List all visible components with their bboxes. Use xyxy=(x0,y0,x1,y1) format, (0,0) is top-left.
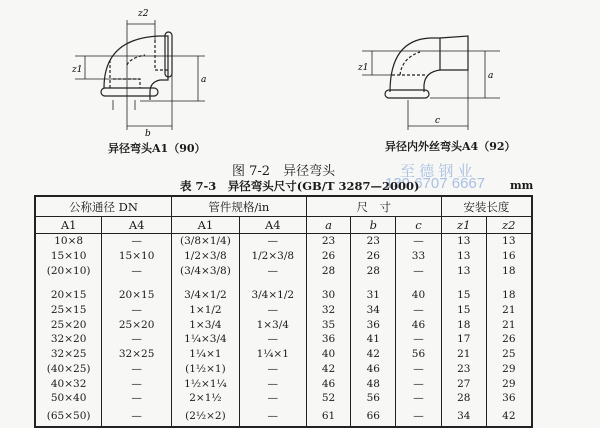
cell-dn-a4: 20×15 xyxy=(102,288,172,303)
spacer-cell xyxy=(239,278,306,288)
spacer-row xyxy=(35,278,532,288)
header-fitting-size: 管件规格/in xyxy=(172,196,307,217)
cell-dn-a4: 32×25 xyxy=(102,347,172,362)
figure-caption-a1: 异径弯头A1（90） xyxy=(108,142,206,155)
cell-in-a1: (3/4×3/8) xyxy=(172,263,240,278)
cell-z1: 13 xyxy=(441,249,486,264)
cell-in-a4: 1×3/4 xyxy=(239,317,306,332)
label-a-right: a xyxy=(488,71,494,81)
cell-a: 26 xyxy=(306,249,351,264)
spacer-cell xyxy=(441,278,486,288)
cell-b: 42 xyxy=(351,347,396,362)
cell-b: 23 xyxy=(351,234,396,249)
table-unit: mm xyxy=(510,179,534,192)
cell-a: 36 xyxy=(306,332,351,347)
cell-b: 48 xyxy=(351,376,396,391)
cell-z1: 23 xyxy=(441,362,486,377)
label-z1-right: z1 xyxy=(358,63,369,73)
table-row xyxy=(35,288,532,303)
cell-b: 66 xyxy=(351,406,396,427)
cell-in-a4: — xyxy=(239,332,306,347)
label-c: c xyxy=(435,116,441,126)
cell-z2: 29 xyxy=(486,376,532,391)
table-row xyxy=(35,249,532,264)
cell-in-a1: 1¼×3/4 xyxy=(172,332,240,347)
cell-z2: 26 xyxy=(486,332,532,347)
cell-in-a4: — xyxy=(239,234,306,249)
table-row xyxy=(35,362,532,377)
subheader-z2: z2 xyxy=(486,217,532,234)
cell-dn-a4: — xyxy=(102,263,172,278)
cell-b: 46 xyxy=(351,362,396,377)
table-row xyxy=(35,263,532,278)
figure-title: 图 7-2 异径弯头 xyxy=(232,164,336,179)
cell-dn-a4: — xyxy=(102,303,172,318)
cell-dn-a4: — xyxy=(102,362,172,377)
cell-c: 56 xyxy=(396,347,442,362)
cell-in-a1: 1¼×1 xyxy=(172,347,240,362)
spacer-cell xyxy=(306,278,351,288)
cell-dn-a1: 25×20 xyxy=(35,317,102,332)
cell-a: 32 xyxy=(306,303,351,318)
table-title: 表 7-3 异径弯头尺寸(GB/T 3287—2000) xyxy=(180,179,420,193)
figure-caption-a4: 异径内外丝弯头A4（92） xyxy=(385,140,516,153)
header-install-length: 安装长度 xyxy=(441,196,532,217)
cell-b: 34 xyxy=(351,303,396,318)
cell-dn-a1: 20×15 xyxy=(35,288,102,303)
cell-z2: 16 xyxy=(486,249,532,264)
cell-dn-a1: (65×50) xyxy=(35,406,102,427)
cell-z1: 28 xyxy=(441,391,486,406)
cell-dn-a4: 15×10 xyxy=(102,249,172,264)
cell-a: 42 xyxy=(306,362,351,377)
cell-c: — xyxy=(396,332,442,347)
cell-z1: 34 xyxy=(441,406,486,427)
subheader-a: a xyxy=(306,217,351,234)
cell-z1: 15 xyxy=(441,303,486,318)
cell-b: 28 xyxy=(351,263,396,278)
cell-z1: 13 xyxy=(441,234,486,249)
cell-a: 61 xyxy=(306,406,351,427)
cell-in-a4: 3/4×1/2 xyxy=(239,288,306,303)
cell-z1: 27 xyxy=(441,376,486,391)
cell-z2: 13 xyxy=(486,234,532,249)
cell-c: — xyxy=(396,376,442,391)
cell-a: 52 xyxy=(306,391,351,406)
cell-b: 36 xyxy=(351,317,396,332)
subheader-in-a4: A4 xyxy=(239,217,306,234)
cell-in-a1: 1½×1¼ xyxy=(172,376,240,391)
cell-in-a1: (3/8×1/4) xyxy=(172,234,240,249)
cell-a: 35 xyxy=(306,317,351,332)
cell-dn-a1: 40×32 xyxy=(35,376,102,391)
spacer-cell xyxy=(35,278,102,288)
table-row xyxy=(35,391,532,406)
header-dimensions: 尺 寸 xyxy=(306,196,441,217)
cell-dn-a1: (20×10) xyxy=(35,263,102,278)
cell-c: 33 xyxy=(396,249,442,264)
cell-c: — xyxy=(396,362,442,377)
cell-z1: 18 xyxy=(441,317,486,332)
elbow-drawings xyxy=(0,0,600,140)
cell-in-a4: — xyxy=(239,303,306,318)
cell-dn-a1: 50×40 xyxy=(35,391,102,406)
cell-in-a1: 2×1½ xyxy=(172,391,240,406)
cell-b: 41 xyxy=(351,332,396,347)
label-b: b xyxy=(145,129,151,139)
cell-c: — xyxy=(396,406,442,427)
cell-z2: 29 xyxy=(486,362,532,377)
subheader-dn-a4: A4 xyxy=(102,217,172,234)
cell-c: — xyxy=(396,391,442,406)
cell-dn-a4: — xyxy=(102,332,172,347)
cell-a: 30 xyxy=(306,288,351,303)
cell-in-a4: — xyxy=(239,376,306,391)
cell-z2: 25 xyxy=(486,347,532,362)
cell-in-a1: 1×1/2 xyxy=(172,303,240,318)
cell-b: 56 xyxy=(351,391,396,406)
cell-dn-a4: 25×20 xyxy=(102,317,172,332)
cell-in-a4: 1¼×1 xyxy=(239,347,306,362)
table-row xyxy=(35,234,532,249)
cell-z2: 42 xyxy=(486,406,532,427)
spacer-cell xyxy=(172,278,240,288)
elbow-a1-drawing xyxy=(75,20,205,130)
header-nominal-diameter: 公称通径 DN xyxy=(35,196,172,217)
cell-in-a1: 1/2×3/8 xyxy=(172,249,240,264)
spacer-cell xyxy=(351,278,396,288)
subheader-dn-a1: A1 xyxy=(35,217,102,234)
spacer-cell xyxy=(486,278,532,288)
cell-z2: 21 xyxy=(486,317,532,332)
cell-dn-a1: 15×10 xyxy=(35,249,102,264)
cell-dn-a4: — xyxy=(102,376,172,391)
subheader-b: b xyxy=(351,217,396,234)
cell-dn-a1: (40×25) xyxy=(35,362,102,377)
cell-in-a1: 1×3/4 xyxy=(172,317,240,332)
cell-a: 23 xyxy=(306,234,351,249)
cell-dn-a4: — xyxy=(102,234,172,249)
cell-c: — xyxy=(396,234,442,249)
spacer-cell xyxy=(102,278,172,288)
label-a-left: a xyxy=(201,75,207,85)
cell-c: 40 xyxy=(396,288,442,303)
cell-dn-a4: — xyxy=(102,406,172,427)
cell-dn-a1: 32×25 xyxy=(35,347,102,362)
label-z2: z2 xyxy=(138,9,149,19)
subheader-c: c xyxy=(396,217,442,234)
watermark-phone: 139 6707 6667 xyxy=(385,175,486,192)
subheader-z1: z1 xyxy=(441,217,486,234)
cell-z1: 13 xyxy=(441,263,486,278)
cell-b: 31 xyxy=(351,288,396,303)
reducing-elbow-dimension-table xyxy=(34,195,533,428)
cell-in-a1: (2½×2) xyxy=(172,406,240,427)
cell-dn-a4: — xyxy=(102,391,172,406)
cell-in-a4: — xyxy=(239,391,306,406)
cell-c: — xyxy=(396,263,442,278)
cell-z1: 15 xyxy=(441,288,486,303)
cell-a: 40 xyxy=(306,347,351,362)
table-row xyxy=(35,347,532,362)
label-z1-left: z1 xyxy=(72,65,83,75)
cell-in-a4: — xyxy=(239,263,306,278)
cell-in-a4: — xyxy=(239,406,306,427)
table-row xyxy=(35,332,532,347)
cell-z2: 18 xyxy=(486,263,532,278)
cell-z2: 21 xyxy=(486,303,532,318)
cell-z2: 36 xyxy=(486,391,532,406)
table-row xyxy=(35,376,532,391)
cell-in-a4: 1/2×3/8 xyxy=(239,249,306,264)
cell-dn-a1: 32×20 xyxy=(35,332,102,347)
cell-z1: 21 xyxy=(441,347,486,362)
cell-c: 46 xyxy=(396,317,442,332)
cell-c: — xyxy=(396,303,442,318)
cell-in-a1: 3/4×1/2 xyxy=(172,288,240,303)
cell-z2: 18 xyxy=(486,288,532,303)
spacer-cell xyxy=(396,278,442,288)
cell-dn-a1: 10×8 xyxy=(35,234,102,249)
cell-z1: 17 xyxy=(441,332,486,347)
cell-in-a1: (1½×1) xyxy=(172,362,240,377)
cell-dn-a1: 25×15 xyxy=(35,303,102,318)
cell-in-a4: — xyxy=(239,362,306,377)
elbow-a4-drawing xyxy=(362,36,500,130)
cell-a: 46 xyxy=(306,376,351,391)
table-row xyxy=(35,303,532,318)
watermark-company: 至 德 钢 业 xyxy=(400,163,473,180)
cell-b: 26 xyxy=(351,249,396,264)
subheader-in-a1: A1 xyxy=(172,217,240,234)
table-row xyxy=(35,406,532,427)
cell-a: 28 xyxy=(306,263,351,278)
table-row xyxy=(35,317,532,332)
